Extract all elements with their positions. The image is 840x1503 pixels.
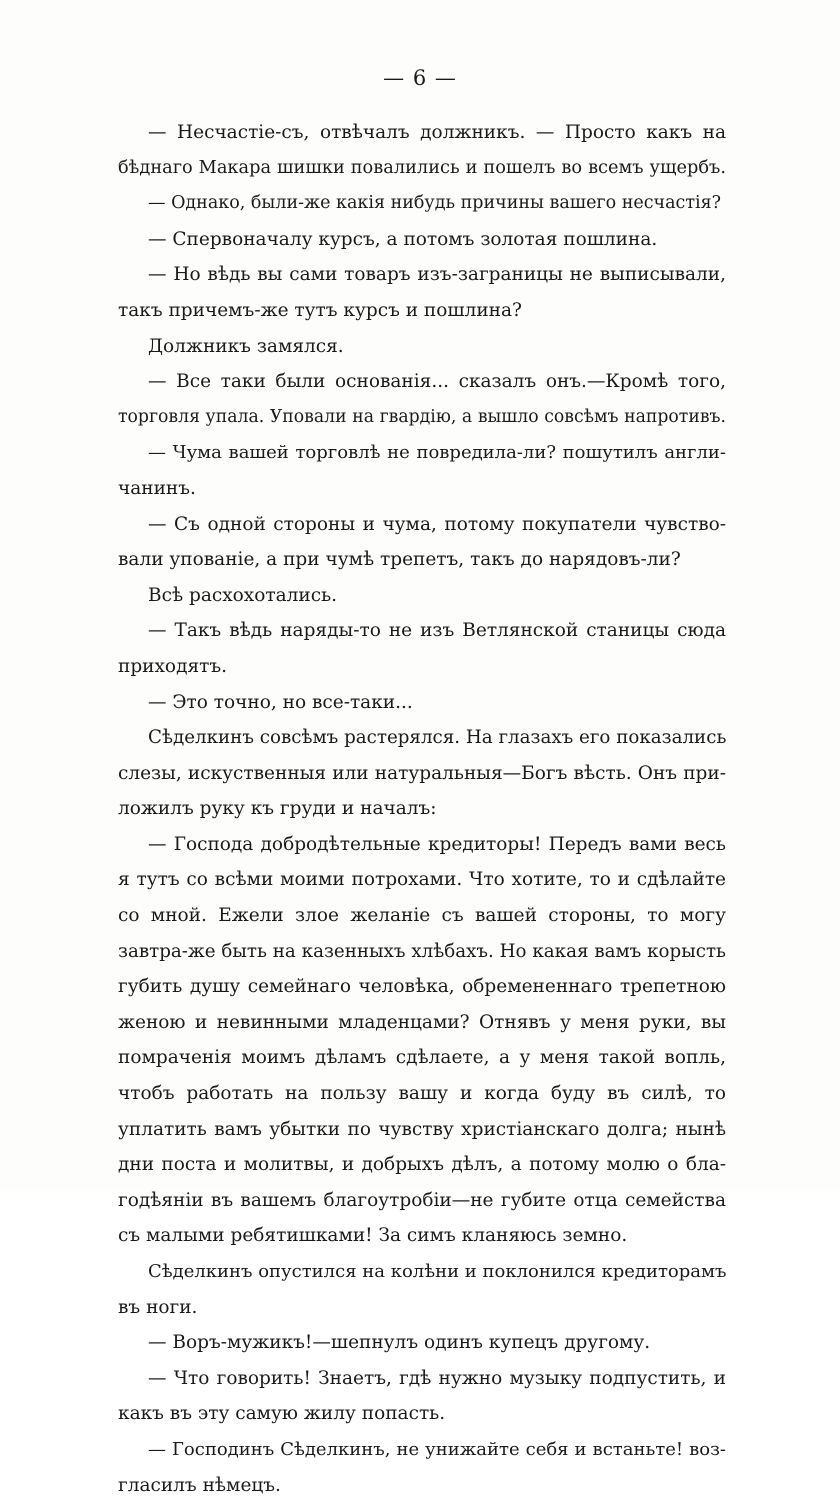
text-line: — Несчастіе-съ, отвѣчалъ должникъ. — Просто какъ на xyxy=(148,122,726,143)
text-line: гласилъ нѣмецъ. xyxy=(118,1474,281,1496)
text-line: — Что говорить! Знаетъ, гдѣ нужно музыку подпустить, и xyxy=(148,1367,726,1389)
text-line: приходятъ. xyxy=(118,655,228,677)
page-number: — 6 — xyxy=(383,66,457,90)
text-line: — Съ одной стороны и чума, потому покупатели чувство- xyxy=(148,513,726,535)
text-line: Сѣделкинъ опустился на колѣни и поклонился кредиторамъ xyxy=(148,1261,726,1282)
text-line: дни поста и молитвы, и добрыхъ дѣлъ, а потому молю о бла- xyxy=(118,1154,726,1176)
text-line: женою и невинными младенцами? Отнявъ у меня руки, вы xyxy=(118,1011,726,1033)
text-line: — Такъ вѣдь наряды-то не изъ Ветлянской станицы сюда xyxy=(148,620,726,642)
text-line: — Это точно, но все-таки... xyxy=(148,691,413,713)
text-line: слезы, искуственныя или натуральныя—Богъ вѣсть. Онъ при- xyxy=(118,762,726,784)
text-line: такъ причемъ-же тутъ курсъ и пошлина? xyxy=(118,299,522,321)
text-line: Должникъ замялся. xyxy=(148,335,344,357)
text-line: Всѣ расхохотались. xyxy=(148,584,338,606)
text-line: уплатить вамъ убытки по чувству христіанскаго долга; нынѣ xyxy=(118,1118,726,1140)
text-line: — Все таки были основанія... сказалъ онъ.—Кромѣ того, xyxy=(148,371,726,393)
text-line: завтра-же быть на казенныхъ хлѣбахъ. Но какая вамъ корысть xyxy=(118,940,726,962)
text-line: — Спервоначалу курсъ, а потомъ золотая пошлина. xyxy=(148,228,658,250)
text-line: годѣяніи въ вашемъ благоутробіи—не губите отца семейства xyxy=(118,1189,726,1211)
text-line: — Господа добродѣтельные кредиторы! Передъ вами весь xyxy=(148,833,726,855)
text-line: со мной. Ежели злое желаніе съ вашей стороны, то могу xyxy=(118,905,726,927)
text-line: ложилъ руку къ груди и началъ: xyxy=(118,798,437,820)
text-line: — Чума вашей торговлѣ не повредила-ли? пошутилъ англи- xyxy=(148,442,726,464)
text-line: губить душу семейнаго человѣка, обремененнаго трепетною xyxy=(118,976,726,998)
text-line: — Воръ-мужикъ!—шепнулъ одинъ купецъ другому. xyxy=(148,1332,651,1354)
text-line: бѣднаго Макара шишки повалились и пошелъ во всемъ ущербъ. xyxy=(118,157,726,178)
text-line: вали упованіе, а при чумѣ трепетъ, такъ до нарядовъ-ли? xyxy=(118,549,681,571)
text-line: я тутъ со всѣми моими потрохами. Что хотите, то и сдѣлайте xyxy=(118,869,726,891)
text-line: — Господинъ Сѣделкинъ, не унижайте себя и встаньте! воз- xyxy=(148,1438,726,1460)
text-line: помраченія моимъ дѣламъ сдѣлаете, а у меня такой вопль, xyxy=(118,1047,726,1069)
text-line: торговля упала. Уповали на гвардію, а вышло совсѣмъ напротивъ. xyxy=(118,406,726,427)
text-line: — Но вѣдь вы сами товаръ изъ-заграницы не выписывали, xyxy=(148,264,726,286)
text-line: чтобъ работать на пользу вашу и когда буду въ силѣ, то xyxy=(118,1083,726,1105)
body-text xyxy=(118,115,726,1503)
text-line: въ ноги. xyxy=(118,1296,198,1318)
text-line: какъ въ эту самую жилу попасть. xyxy=(118,1403,446,1425)
text-line: чанинъ. xyxy=(118,477,196,499)
text-line: съ малыми ребятишками! За симъ кланяюсь земно. xyxy=(118,1225,628,1247)
text-line: — Однако, были-же какія нибудь причины вашего несчастія? xyxy=(148,193,722,214)
text-line: Сѣделкинъ совсѣмъ растерялся. На глазахъ его показались xyxy=(148,727,726,749)
